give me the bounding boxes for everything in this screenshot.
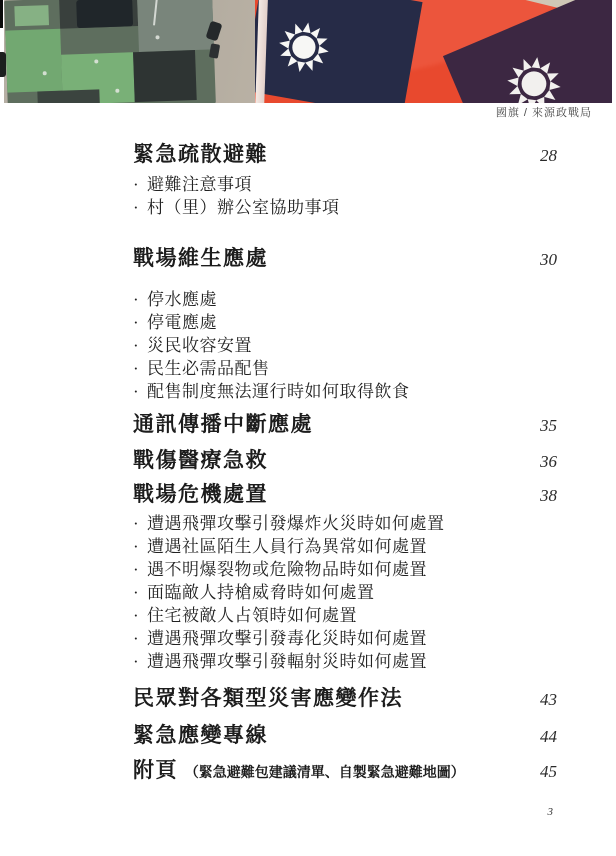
bullet-icon: · xyxy=(133,583,140,602)
toc-page-number: 36 xyxy=(540,452,557,471)
bullet-icon: · xyxy=(133,359,140,378)
bullet-icon: · xyxy=(133,629,140,648)
header-photo xyxy=(4,0,612,103)
toc-page-number: 44 xyxy=(540,727,557,746)
bullet-icon: · xyxy=(133,175,140,194)
bullet-icon: · xyxy=(133,336,140,355)
toc-entry-title: 緊急疏散避難 xyxy=(133,142,268,166)
toc-page-number: 28 xyxy=(540,146,557,165)
toc-entry xyxy=(133,411,557,439)
toc-entry xyxy=(133,245,557,273)
toc-subitem: · 遇不明爆裂物或危險物品時如何處置 xyxy=(133,560,427,579)
toc-subitem: · 遭遇飛彈攻擊引發毒化災時如何處置 xyxy=(133,629,427,648)
toc-entry-note: （緊急避難包建議清單、自製緊急避難地圖） xyxy=(184,766,465,781)
bullet-icon: · xyxy=(133,652,140,671)
photo-caption: 國旗 / 來源政戰局 xyxy=(495,107,592,119)
toc-subitem: · 配售制度無法運行時如何取得飲食 xyxy=(133,382,410,401)
toc-entry-title: 戰傷醫療急救 xyxy=(133,448,268,472)
toc-entry xyxy=(133,481,557,509)
bullet-icon: · xyxy=(133,514,140,533)
toc-subitem: · 避難注意事項 xyxy=(133,175,252,194)
toc-subitem: · 遭遇飛彈攻擊引發輻射災時如何處置 xyxy=(133,652,427,671)
flag-photo xyxy=(255,0,612,103)
toc-subitem: · 災民收容安置 xyxy=(133,336,252,355)
toc-entry xyxy=(133,757,557,787)
bullet-icon: · xyxy=(133,606,140,625)
toc-subitem: · 民生必需品配售 xyxy=(133,359,270,378)
toc-entry xyxy=(133,447,557,475)
bullet-icon: · xyxy=(133,313,140,332)
toc-page-number: 30 xyxy=(540,250,557,269)
toc-entry xyxy=(133,141,557,169)
flag-canton-left xyxy=(255,0,423,103)
toc-entry-title: 戰場危機處置 xyxy=(133,482,268,506)
toc-entry-title: 緊急應變專線 xyxy=(133,723,268,747)
page-edge-mark xyxy=(0,0,3,28)
toc-page-number: 38 xyxy=(540,486,557,505)
pavement-background xyxy=(4,0,255,103)
bullet-icon: · xyxy=(133,537,140,556)
vehicle-hatch xyxy=(76,0,133,28)
toc-subitem: · 遭遇社區陌生人員行為異常如何處置 xyxy=(133,537,427,556)
toc-subitem: · 住宅被敵人占領時如何處置 xyxy=(133,606,357,625)
toc-subitem: · 停電應處 xyxy=(133,313,217,332)
bullet-icon: · xyxy=(133,198,140,217)
toc-entry-title: 民眾對各類型災害應變作法 xyxy=(133,686,403,710)
armored-vehicle-photo xyxy=(4,0,216,103)
toc-page-number: 45 xyxy=(540,762,557,781)
bullet-icon: · xyxy=(133,560,140,579)
page-edge-mark xyxy=(0,52,6,77)
toc-entry xyxy=(133,685,557,713)
toc-subitem: · 面臨敵人持槍威脅時如何處置 xyxy=(133,583,375,602)
toc-entry-title: 戰場維生應處 xyxy=(133,246,268,270)
white-sun-icon xyxy=(493,43,574,103)
table-of-contents xyxy=(133,136,557,787)
toc-entry-title: 附頁 （緊急避難包建議清單、自製緊急避難地圖） xyxy=(133,758,465,782)
page-number: 3 xyxy=(547,806,553,818)
toc-entry xyxy=(133,722,557,750)
toc-subitem: · 村（里）辦公室協助事項 xyxy=(133,198,340,217)
toc-page-number: 43 xyxy=(540,690,557,709)
bullet-icon: · xyxy=(133,290,140,309)
toc-entry-title: 通訊傳播中斷應處 xyxy=(133,412,313,436)
bullet-icon: · xyxy=(133,382,140,401)
toc-subitem: · 停水應處 xyxy=(133,290,217,309)
white-sun-icon xyxy=(270,14,337,81)
toc-subitem: · 遭遇飛彈攻擊引發爆炸火災時如何處置 xyxy=(133,514,445,533)
toc-page-number: 35 xyxy=(540,416,557,435)
